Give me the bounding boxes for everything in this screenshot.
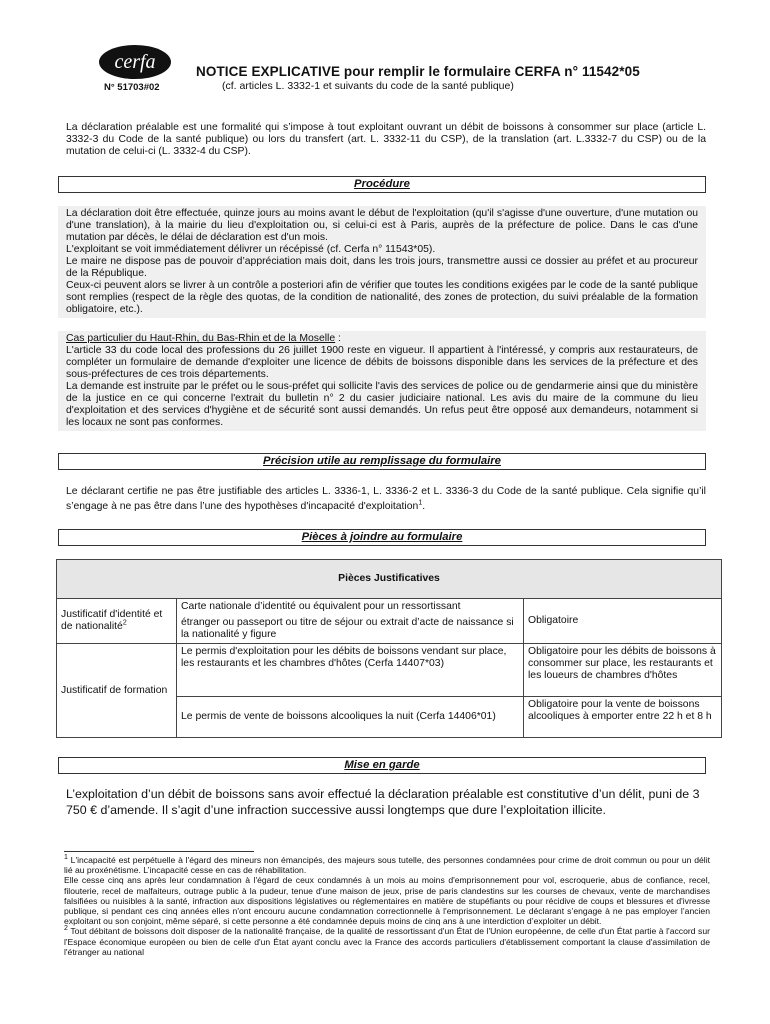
precision-paragraph: Le déclarant certifie ne pas être justifiable des articles L. 3336-1, L. 3336-2 et L. 3336-3 du Code de la santé publique. Cela signifie qu’il s’engage à ne pas être dans l’une des hypothèses d'incapacité d'exploitation$^1$.: [66, 486, 706, 512]
section-heading-warning: Mise en garde: [58, 757, 706, 774]
special-case-title: Cas particulier du Haut-Rhin, du Bas-Rhin et de la Moselle: [66, 333, 336, 344]
special-case-paragraph: La demande est instruite par le préfet ou le sous-préfet qui sollicite l'avis des services de police ou de gendarmerie ainsi que du ministère de la justice en ce qui concerne l'extrait du bulletin n° 2 du casier judiciaire national. Les avis du maire de la commune du lieu d'exploitation et des services d'hygiène et de sécurité sont aussi demandés. Un refus peut être opposé aux demandeurs, notamment si les locaux ne sont pas conformes.: [66, 381, 698, 428]
row-doc-identity: Carte nationale d’identité ou équivalent pour un ressortissant étranger ou passeport ou titre de séjour ou extrait d’acte de naissance si la nationalité y figure: [177, 599, 524, 644]
footnote-separator: [64, 851, 254, 852]
procedure-paragraph: L'exploitant se voit immédiatement délivrer un récépissé (cf. Cerfa n° 11543*05).: [66, 244, 436, 255]
table-title: Pièces Justificatives: [57, 560, 722, 599]
footnotes: [64, 855, 710, 957]
row-status-identity: Obligatoire: [524, 599, 722, 644]
footnote-2: $^2$ Tout débitant de boissons doit disposer de la nationalité française, de la qualité de ressortissant d'un État de l'Union européenne, de celle d'un État partie à l'accord sur l'Espace économique européen ou bien de celle d'un État ayant conclu avec la France des accords particuliers d'établissement comportant la clause d'assimilation de l'étranger au national: [64, 925, 710, 957]
page-title: NOTICE EXPLICATIVE pour remplir le formulaire CERFA n° 11542*05: [196, 64, 640, 79]
cerfa-logo: [98, 44, 172, 80]
footnote-1: $^1$ L'incapacité est perpétuelle à l'égard des mineurs non émancipés, des majeurs sous tutelle, des personnes condamnées pour crime de droit commun ou pour un délit lié au proxénétisme. L’incapacité cesse en cas de réhabilitation.: [64, 854, 710, 876]
intro-paragraph: La déclaration préalable est une formalité qui s’impose à tout exploitant ouvrant un débit de boissons à consommer sur place (article L. 3332-3 du Code de la santé publique) ou lors du transfert (art. L. 3332-11 du CSP), de la translation (art. L.3332-7 du CSP) ou de la mutation de celui-ci (L. 3332-4 du CSP).: [66, 122, 706, 157]
form-reference-number: N° 51703#02: [104, 82, 160, 93]
row-label-training: Justificatif de formation: [57, 644, 177, 738]
row-status-operating-permit: Obligatoire pour les débits de boissons à consommer sur place, les restaurants et les loueurs de chambres d'hôtes: [524, 644, 722, 697]
footnote-ref-1: 1: [418, 499, 423, 507]
row-doc-night-permit: Le permis de vente de boissons alcooliques la nuit (Cerfa 14406*01): [177, 697, 524, 738]
special-case-paragraph: L'article 33 du code local des professions du 26 juillet 1900 reste en vigueur. Il appartient à l'intéressé, y compris aux restaurateurs, de compléter un formulaire de demande d'exploiter une licence de débits de boissons disponible dans les services de la préfecture et des sous-préfectures de ces trois départements.: [66, 345, 698, 380]
pieces-table: [56, 559, 722, 738]
row-label-identity: Justificatif d'identité et de nationalité$^2$: [57, 599, 177, 644]
section-heading-precision: Précision utile au remplissage du formulaire: [58, 453, 706, 470]
footnote-1-continued: Elle cesse cinq ans après leur condamnation à l'égard de ceux condamnés à un mois au moins d'emprisonnement pour vol, escroquerie, abus de confiance, recel, filouterie, recel de malfaiteurs, outrage public à la pudeur, tenue d'une maison de jeux, prise de paris clandestins sur les courses de chevaux, vente de marchandises falsifiées ou nuisibles à la santé, infraction aux dispositions législatives ou réglementaires en matière de stupéfiants ou pour récidive de coups et blessures et d'ivresse publique, si pendant ces cinq années elles n'ont encouru aucune condamnation correctionnelle à l'emprisonnement. Le déclarant s’engage à ne pas employer l’ancien exploitant ou son conjoint, même séparé, si cette personne a été condamnée depuis moins de cinq ans à une interdiction d’exploiter un débit.: [64, 875, 710, 927]
row-status-night-permit: Obligatoire pour la vente de boissons alcooliques à emporter entre 22 h et 8 h: [524, 697, 722, 738]
section-heading-pieces: Pièces à joindre au formulaire: [58, 529, 706, 546]
procedure-text: [58, 206, 706, 318]
procedure-paragraph: Le maire ne dispose pas de pouvoir d’appréciation mais doit, dans les trois jours, transmettre aussi ce dossier au préfet et au procureur de la République.: [66, 256, 698, 279]
warning-paragraph: L’exploitation d’un débit de boissons sans avoir effectué la déclaration préalable est constitutive d’un délit, puni de 3 750 € d’amende. Il s’agit d’une infraction successive aussi longtemps que dure l’exploitation illicite.: [66, 787, 700, 817]
logo-text: cerfa: [114, 51, 156, 73]
section-heading-procedure: Procédure: [58, 176, 706, 193]
page-subtitle: (cf. articles L. 3332-1 et suivants du code de la santé publique): [222, 80, 514, 92]
procedure-paragraph: Ceux-ci peuvent alors se livrer à un contrôle a posteriori afin de vérifier que toutes les conditions exigées par le code de la santé publique sont remplies (respect de la règle des quotas, de la condition de nationalité, des zones de protection, du suivi préalable de la formation obligatoire, etc.).: [66, 280, 698, 315]
special-case-colon: :: [335, 333, 341, 344]
procedure-paragraph: La déclaration doit être effectuée, quinze jours au moins avant le début de l'exploitation (qu'il s'agisse d'une ouverture, d'une mutation ou d'une translation), à la mairie du lieu d'exploitation ou, si celui-ci est à Paris, auprès de la préfecture de police. Dans le cas d'une mutation par décès, le délai de déclaration est d'un mois.: [66, 208, 698, 243]
special-case-text: [58, 331, 706, 431]
row-doc-operating-permit: Le permis d'exploitation pour les débits de boissons vendant sur place, les restaurants et les chambres d'hôtes (Cerfa 14407*03): [177, 644, 524, 697]
